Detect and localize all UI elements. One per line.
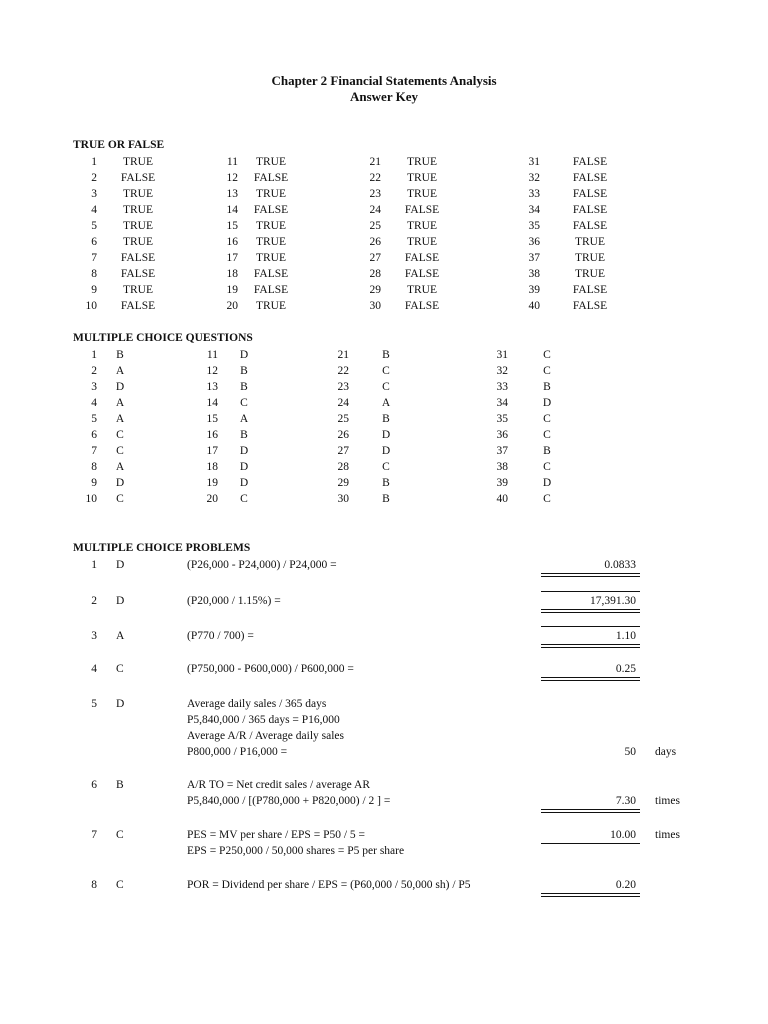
mcq-item-number: 39	[496, 477, 508, 489]
mcq-item-number: 37	[496, 445, 508, 457]
tf-item-number: 31	[528, 156, 540, 168]
mcq-item-number: 4	[91, 397, 97, 409]
mcq-item-answer: A	[115, 365, 125, 377]
tf-item-number: 17	[226, 252, 238, 264]
problem-number: 1	[91, 559, 97, 571]
tf-item-answer: FALSE	[572, 156, 608, 168]
tf-item-answer: TRUE	[406, 188, 438, 200]
mcq-item-number: 34	[496, 397, 508, 409]
tf-item-answer: TRUE	[122, 220, 154, 232]
mcq-item-number: 9	[91, 477, 97, 489]
result-double-rule	[541, 612, 640, 613]
mcq-item-number: 18	[206, 461, 218, 473]
mcq-item-answer: B	[382, 413, 390, 425]
result-double-rule	[541, 809, 640, 810]
tf-item-number: 10	[85, 300, 97, 312]
problem-solution-line: Average A/R / Average daily sales	[187, 730, 345, 742]
tf-item-answer: TRUE	[255, 252, 287, 264]
problem-number: 4	[91, 663, 97, 675]
mcq-item-answer: D	[542, 397, 552, 409]
mcq-item-number: 23	[337, 381, 349, 393]
tf-item-number: 23	[369, 188, 381, 200]
mcq-item-number: 20	[206, 493, 218, 505]
tf-item-number: 21	[369, 156, 381, 168]
result-double-rule	[541, 647, 640, 648]
problem-solution-line: (P770 / 700) =	[187, 630, 254, 642]
problem-result: 7.30	[615, 795, 636, 807]
problem-solution-line: POR = Dividend per share / EPS = (P60,000 / 50,000 sh) / P5	[187, 879, 471, 891]
problem-result-unit: times	[655, 829, 680, 841]
mcq-item-number: 22	[337, 365, 349, 377]
mcq-item-number: 12	[206, 365, 218, 377]
tf-item-number: 32	[528, 172, 540, 184]
tf-item-number: 36	[528, 236, 540, 248]
tf-item-answer: TRUE	[255, 156, 287, 168]
problem-number: 5	[91, 698, 97, 710]
tf-item-number: 7	[91, 252, 97, 264]
problem-solution-line: (P20,000 / 1.15%) =	[187, 595, 281, 607]
mcq-item-answer: B	[240, 429, 248, 441]
tf-item-number: 33	[528, 188, 540, 200]
mcq-item-answer: A	[381, 397, 391, 409]
problem-answer: B	[116, 779, 124, 791]
tf-item-answer: FALSE	[253, 284, 289, 296]
tf-item-number: 19	[226, 284, 238, 296]
page-subtitle: Answer Key	[349, 89, 419, 104]
mcq-item-answer: D	[542, 477, 552, 489]
tf-item-answer: FALSE	[253, 204, 289, 216]
tf-item-number: 5	[91, 220, 97, 232]
mcq-item-answer: B	[382, 493, 390, 505]
mcq-item-number: 38	[496, 461, 508, 473]
problem-solution-line: P5,840,000 / 365 days = P16,000	[187, 714, 340, 726]
tf-item-number: 34	[528, 204, 540, 216]
mcq-item-answer: C	[382, 381, 390, 393]
mcq-item-number: 27	[337, 445, 349, 457]
mcq-item-answer: C	[116, 445, 124, 457]
result-top-rule	[541, 591, 640, 592]
problem-solution-line: P800,000 / P16,000 =	[187, 746, 288, 758]
tf-item-answer: TRUE	[122, 188, 154, 200]
result-double-rule	[541, 893, 640, 894]
mcq-item-answer: C	[116, 429, 124, 441]
problem-answer: D	[116, 559, 125, 571]
tf-item-answer: FALSE	[572, 188, 608, 200]
result-double-rule	[541, 609, 640, 610]
mcq-item-number: 16	[206, 429, 218, 441]
tf-item-answer: FALSE	[404, 204, 440, 216]
problems-heading: MULTIPLE CHOICE PROBLEMS	[73, 542, 251, 554]
tf-item-answer: FALSE	[120, 172, 156, 184]
tf-item-answer: FALSE	[120, 252, 156, 264]
tf-item-number: 38	[528, 268, 540, 280]
problem-solution-line: A/R TO = Net credit sales / average AR	[187, 779, 370, 791]
mcq-item-answer: C	[382, 365, 390, 377]
tf-item-number: 25	[369, 220, 381, 232]
result-double-rule	[541, 677, 640, 678]
tf-item-answer: TRUE	[574, 268, 606, 280]
tf-item-number: 26	[369, 236, 381, 248]
mcq-item-answer: B	[543, 445, 551, 457]
mcq-item-number: 6	[91, 429, 97, 441]
tf-item-answer: FALSE	[253, 268, 289, 280]
tf-item-answer: FALSE	[572, 172, 608, 184]
result-double-rule	[541, 896, 640, 897]
mcq-item-number: 24	[337, 397, 349, 409]
mcq-item-number: 5	[91, 413, 97, 425]
problem-result: 17,391.30	[590, 595, 636, 607]
problem-number: 8	[91, 879, 97, 891]
mcq-item-number: 33	[496, 381, 508, 393]
tf-item-answer: FALSE	[572, 204, 608, 216]
mcq-item-number: 40	[496, 493, 508, 505]
problem-result-unit: times	[655, 795, 680, 807]
result-double-rule	[541, 644, 640, 645]
mcq-item-number: 30	[337, 493, 349, 505]
tf-item-answer: TRUE	[406, 156, 438, 168]
tf-item-number: 13	[226, 188, 238, 200]
mcq-item-number: 17	[206, 445, 218, 457]
mcq-item-number: 8	[91, 461, 97, 473]
problem-number: 7	[91, 829, 97, 841]
problem-solution-line: (P26,000 - P24,000) / P24,000 =	[187, 559, 337, 571]
problem-number: 2	[91, 595, 97, 607]
tf-item-answer: TRUE	[406, 172, 438, 184]
problem-answer: D	[116, 595, 125, 607]
problem-number: 3	[91, 630, 97, 642]
tf-item-answer: TRUE	[406, 220, 438, 232]
tf-item-number: 12	[226, 172, 238, 184]
true-false-heading: TRUE OR FALSE	[73, 139, 165, 151]
result-double-rule	[541, 680, 640, 681]
problem-solution-line: Average daily sales / 365 days	[187, 698, 327, 710]
tf-item-number: 28	[369, 268, 381, 280]
mcq-item-number: 15	[206, 413, 218, 425]
mcq-item-answer: B	[240, 381, 248, 393]
tf-item-number: 30	[369, 300, 381, 312]
problem-result: 0.20	[615, 879, 636, 891]
mcq-item-answer: C	[382, 461, 390, 473]
mcq-item-answer: D	[115, 381, 125, 393]
tf-item-answer: TRUE	[122, 236, 154, 248]
tf-item-answer: FALSE	[572, 284, 608, 296]
mcq-item-answer: D	[381, 445, 391, 457]
tf-item-number: 37	[528, 252, 540, 264]
mcq-item-answer: A	[115, 461, 125, 473]
tf-item-number: 2	[91, 172, 97, 184]
tf-item-number: 22	[369, 172, 381, 184]
mcq-item-answer: B	[543, 381, 551, 393]
mcq-item-answer: D	[239, 477, 249, 489]
tf-item-number: 15	[226, 220, 238, 232]
problem-solution-line: P5,840,000 / [(P780,000 + P820,000) / 2 ] =	[187, 795, 391, 807]
tf-item-number: 20	[226, 300, 238, 312]
mcq-heading: MULTIPLE CHOICE QUESTIONS	[73, 332, 253, 344]
problem-result-unit: days	[655, 746, 677, 758]
mcq-item-answer: D	[239, 349, 249, 361]
tf-item-number: 8	[91, 268, 97, 280]
tf-item-answer: FALSE	[120, 268, 156, 280]
problem-answer: D	[116, 698, 125, 710]
mcq-item-number: 26	[337, 429, 349, 441]
problem-result: 0.25	[615, 663, 636, 675]
mcq-item-number: 1	[91, 349, 97, 361]
tf-item-answer: FALSE	[404, 268, 440, 280]
tf-item-number: 16	[226, 236, 238, 248]
mcq-item-number: 7	[91, 445, 97, 457]
mcq-item-answer: B	[116, 349, 124, 361]
problem-answer: C	[116, 663, 124, 675]
mcq-item-answer: D	[239, 445, 249, 457]
problem-answer: C	[116, 879, 124, 891]
tf-item-answer: FALSE	[572, 300, 608, 312]
mcq-item-answer: B	[382, 349, 390, 361]
tf-item-number: 39	[528, 284, 540, 296]
mcq-item-answer: C	[543, 365, 551, 377]
mcq-item-answer: D	[381, 429, 391, 441]
mcq-item-answer: D	[239, 461, 249, 473]
tf-item-number: 40	[528, 300, 540, 312]
tf-item-number: 6	[91, 236, 97, 248]
result-double-rule	[541, 573, 640, 574]
tf-item-number: 1	[91, 156, 97, 168]
tf-item-answer: FALSE	[404, 300, 440, 312]
result-top-rule	[541, 626, 640, 627]
problem-number: 6	[91, 779, 97, 791]
mcq-item-number: 35	[496, 413, 508, 425]
mcq-item-answer: D	[115, 477, 125, 489]
problem-solution-line: PES = MV per share / EPS = P50 / 5 =	[187, 829, 366, 841]
tf-item-answer: TRUE	[406, 284, 438, 296]
problem-solution-line: (P750,000 - P600,000) / P600,000 =	[187, 663, 354, 675]
mcq-item-answer: A	[239, 413, 249, 425]
mcq-item-number: 32	[496, 365, 508, 377]
result-double-rule	[541, 812, 640, 813]
problem-result: 50	[624, 746, 636, 758]
mcq-item-number: 14	[206, 397, 218, 409]
tf-item-answer: FALSE	[572, 220, 608, 232]
tf-item-answer: TRUE	[255, 188, 287, 200]
tf-item-number: 3	[91, 188, 97, 200]
mcq-item-number: 28	[337, 461, 349, 473]
mcq-item-number: 3	[91, 381, 97, 393]
tf-item-answer: TRUE	[255, 300, 287, 312]
result-single-rule	[541, 843, 640, 844]
result-double-rule	[541, 576, 640, 577]
mcq-item-number: 21	[337, 349, 349, 361]
tf-item-answer: TRUE	[255, 220, 287, 232]
problem-answer: A	[116, 630, 125, 642]
tf-item-number: 11	[226, 156, 238, 168]
problem-result: 10.00	[610, 829, 636, 841]
mcq-item-answer: B	[240, 365, 248, 377]
tf-item-answer: TRUE	[122, 284, 154, 296]
mcq-item-answer: C	[543, 413, 551, 425]
mcq-item-number: 2	[91, 365, 97, 377]
page-title: Chapter 2 Financial Statements Analysis	[271, 73, 497, 88]
tf-item-answer: FALSE	[253, 172, 289, 184]
mcq-item-number: 11	[206, 349, 218, 361]
tf-item-number: 14	[226, 204, 238, 216]
tf-item-number: 9	[91, 284, 97, 296]
tf-item-answer: FALSE	[404, 252, 440, 264]
tf-item-answer: TRUE	[255, 236, 287, 248]
tf-item-answer: TRUE	[122, 156, 154, 168]
mcq-item-number: 31	[496, 349, 508, 361]
tf-item-answer: TRUE	[122, 204, 154, 216]
problem-result: 1.10	[615, 630, 636, 642]
problem-answer: C	[116, 829, 124, 841]
mcq-item-answer: C	[543, 349, 551, 361]
tf-item-answer: TRUE	[406, 236, 438, 248]
mcq-item-answer: C	[543, 429, 551, 441]
tf-item-number: 27	[369, 252, 381, 264]
mcq-item-answer: A	[115, 413, 125, 425]
mcq-item-answer: C	[240, 397, 248, 409]
tf-item-number: 4	[91, 204, 97, 216]
mcq-item-number: 36	[496, 429, 508, 441]
mcq-item-number: 25	[337, 413, 349, 425]
mcq-item-answer: C	[543, 493, 551, 505]
problem-result: 0.0833	[604, 559, 636, 571]
mcq-item-answer: C	[240, 493, 248, 505]
tf-item-number: 35	[528, 220, 540, 232]
tf-item-number: 29	[369, 284, 381, 296]
tf-item-answer: FALSE	[120, 300, 156, 312]
mcq-item-answer: C	[116, 493, 124, 505]
mcq-item-number: 19	[206, 477, 218, 489]
mcq-item-answer: C	[543, 461, 551, 473]
mcq-item-answer: B	[382, 477, 390, 489]
tf-item-number: 18	[226, 268, 238, 280]
mcq-item-number: 10	[85, 493, 97, 505]
tf-item-answer: TRUE	[574, 236, 606, 248]
mcq-item-number: 13	[206, 381, 218, 393]
problem-solution-line: EPS = P250,000 / 50,000 shares = P5 per share	[187, 845, 405, 857]
mcq-item-number: 29	[337, 477, 349, 489]
tf-item-answer: TRUE	[574, 252, 606, 264]
tf-item-number: 24	[369, 204, 381, 216]
mcq-item-answer: A	[115, 397, 125, 409]
